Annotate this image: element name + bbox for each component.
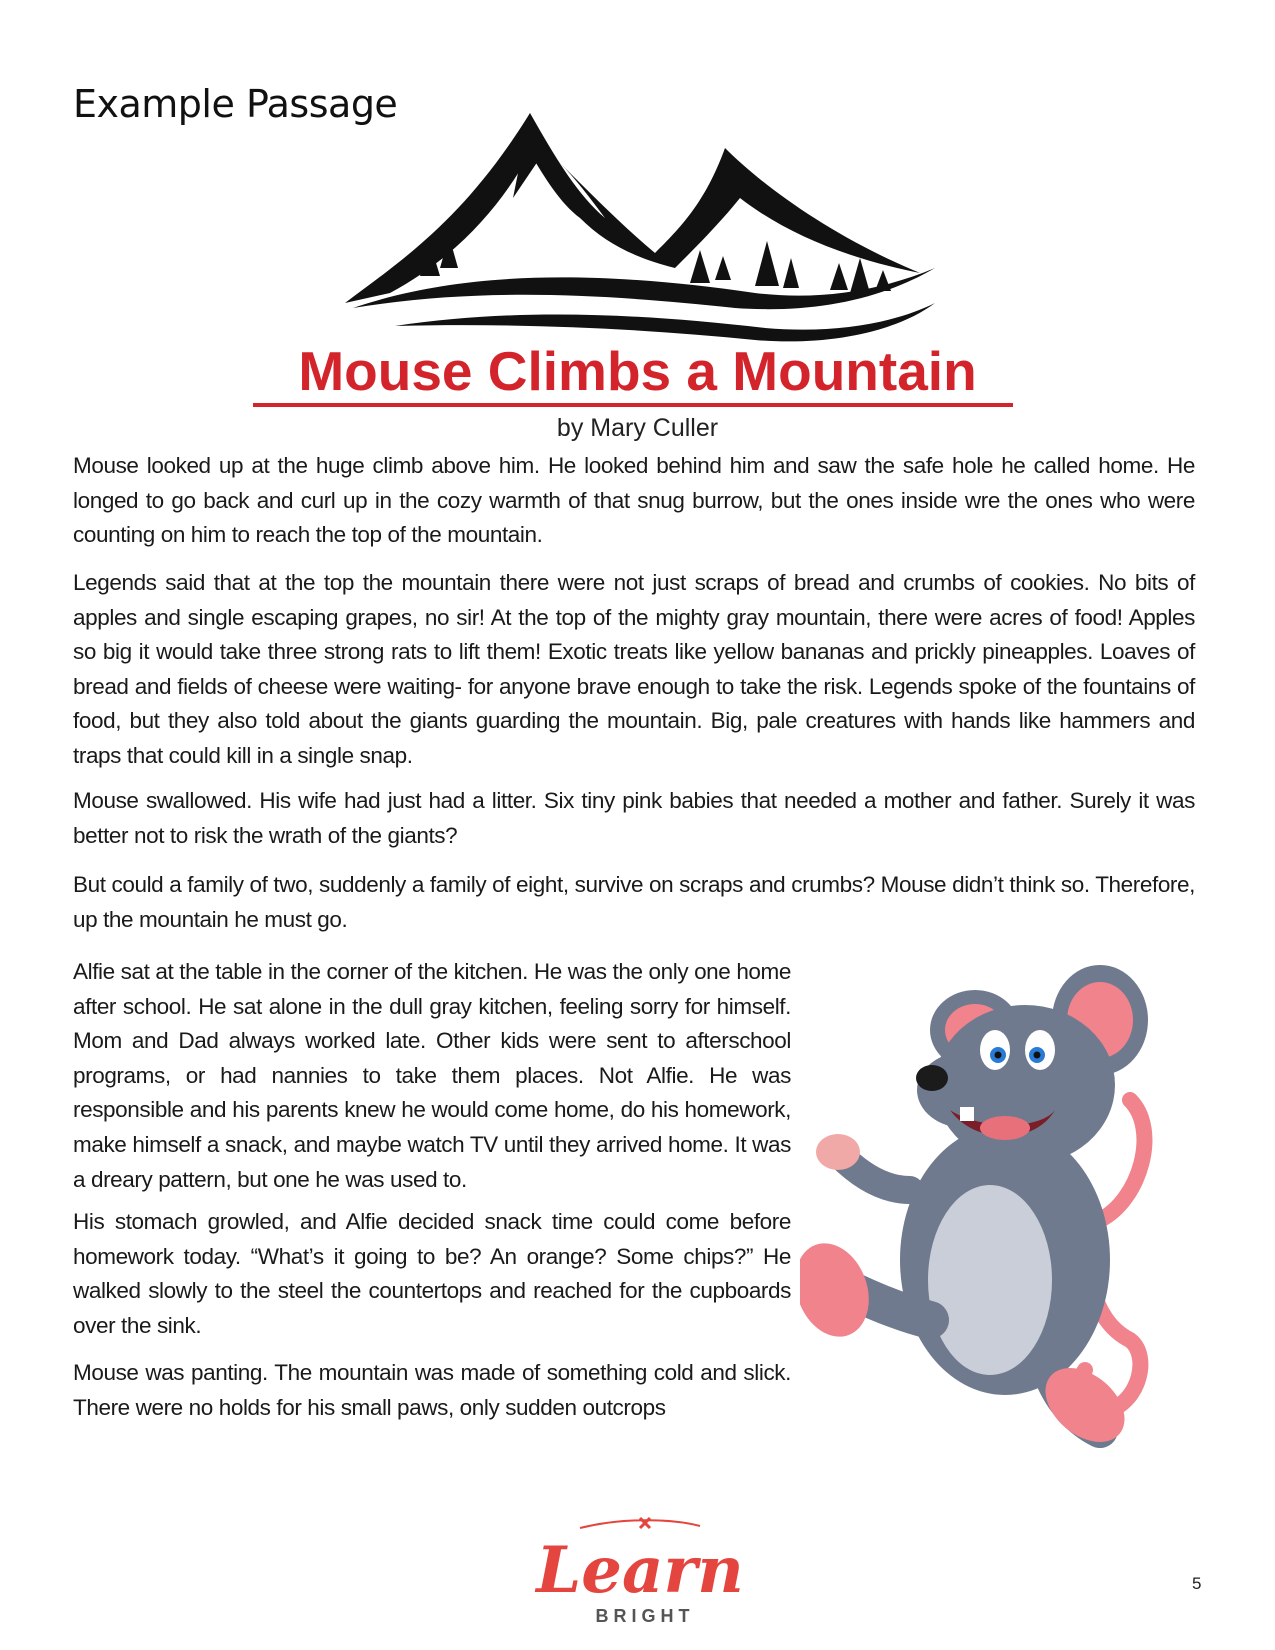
title-underline (253, 403, 1013, 407)
paragraph-4: But could a family of two, suddenly a family of eight, survive on scraps and crumbs? Mouse didn’t think so. Therefore, up the mountain he must go. (73, 872, 1195, 932)
section-label: Example Passage (73, 82, 398, 126)
logo-subword: BRIGHT (595, 1606, 695, 1626)
story-title: Mouse Climbs a Mountain (298, 340, 977, 402)
paragraph-6: His stomach growled, and Alfie decided snack time could come before homework today. “What’s it going to be? An orange? Some chips?” He walked slowly to the steel the countertops and reached for the cupboards over the sink. (73, 1209, 791, 1338)
logo-wordmark: Learn (536, 1533, 744, 1608)
paragraph-3: Mouse swallowed. His wife had just had a litter. Six tiny pink babies that needed a mother and father. Surely it was better not to risk the wrath of the giants? (73, 788, 1195, 848)
paragraph-2: Legends said that at the top the mountain there were not just scraps of bread and crumbs of cookies. No bits of apples and single escaping grapes, no sir! At the top of the mighty gray mountain, there were acres of food! Apples so big it would take three strong rats to lift them! Exotic treats like yellow bananas and prickly pineapples. Loaves of bread and fields of cheese were waiting- for anyone brave enough to take the risk. Legends spoke of the fountains of food, but they also told about the giants guarding the mountain. Big, pale creatures with hands like hammers and traps that could kill in a single snap. (73, 570, 1195, 768)
paragraph-5: Alfie sat at the table in the corner of the kitchen. He was the only one home after school. He sat alone in the dull gray kitchen, feeling sorry for himself. Mom and Dad always worked late. Other kids were sent to afterschool programs, or had nannies to take them places. Not Alfie. He was responsible and his parents knew he would come home, do his homework, make himself a snack, and maybe watch TV until they arrived home. It was a dreary pattern, but one he was used to. (73, 959, 791, 1192)
byline: by Mary Culler (556, 414, 719, 442)
paragraph-1: Mouse looked up at the huge climb above him. He looked behind him and saw the safe hole he called home. He longed to go back and curl up in the cozy warmth of that snug burrow, but the ones inside wre the ones who were counting on him to reach the top of the mountain. (73, 453, 1195, 548)
mountain-illustration (335, 108, 945, 348)
mouse-illustration (800, 960, 1200, 1460)
page-number: 5 (1192, 1574, 1202, 1593)
learn-bright-logo (520, 1510, 760, 1630)
paragraph-7: Mouse was panting. The mountain was made of something cold and slick. There were no holds for his small paws, only sudden outcrops (73, 1360, 791, 1420)
